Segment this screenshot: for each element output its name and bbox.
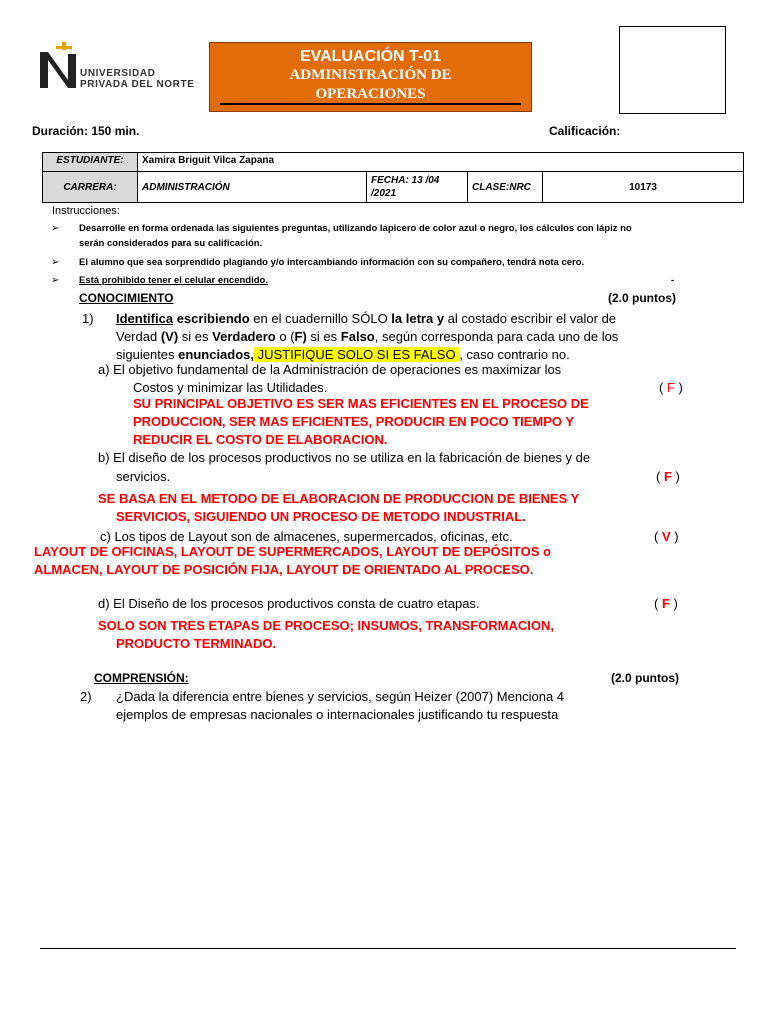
item-a-mark-value: F — [666, 380, 675, 395]
duration-label: Duración: 150 min. — [32, 124, 140, 138]
university-logo — [38, 40, 198, 92]
q1-text-9: , caso contrario no. — [459, 347, 570, 362]
section-knowledge-points: (2.0 puntos) — [608, 291, 676, 305]
instruction-item-1 — [51, 221, 749, 251]
table-row — [43, 172, 744, 203]
mark-close: ) — [678, 380, 683, 395]
q1-word-verdadero: Verdadero — [212, 329, 276, 344]
mark-open: ( — [654, 529, 659, 544]
item-c-mark — [654, 528, 679, 546]
item-c-answer-line-1: LAYOUT DE OFICINAS, LAYOUT DE SUPERMERCADOS, LAYOUT DE DEPÓSITOS o — [34, 544, 551, 559]
q1-word-falso: Falso — [340, 329, 375, 344]
student-name: Xamira Briguit Vilca Zapana — [138, 153, 744, 172]
item-d-mark-value: F — [661, 596, 670, 611]
student-info-table — [42, 152, 744, 203]
item-b-answer-line-1: SE BASA EN EL METODO DE ELABORACION DE PRODUCCION DE BIENES Y — [98, 491, 580, 506]
table-row — [43, 153, 744, 172]
q1-word-f: F) — [294, 329, 307, 344]
q1-word-enunciados: enunciados, — [178, 347, 255, 362]
q1-text-2: al costado escribir el valor de — [444, 311, 617, 326]
date-line-2: /2021 — [371, 188, 397, 199]
item-c-mark-value: V — [661, 529, 671, 544]
career-label: CARRERA: — [43, 172, 138, 203]
grade-label: Calificación: — [549, 124, 621, 138]
instruction-3-text: Está prohibido tener el celular encendido. — [79, 275, 268, 286]
career-value: ADMINISTRACIÓN — [138, 172, 367, 203]
q1-text-8: siguientes — [116, 347, 179, 362]
instruction-item-3 — [51, 273, 679, 288]
mark-open: ( — [654, 596, 659, 611]
date-line-1: FECHA: 13 /04 — [371, 175, 440, 186]
section-comprehension-title: COMPRENSIÓN: — [94, 671, 189, 685]
class-label: CLASE:NRC — [468, 172, 543, 203]
item-a-line-2: Costos y minimizar las Utilidades. — [133, 380, 328, 395]
exam-subtitle-1: ADMINISTRACIÓN DE — [289, 67, 452, 83]
q1-word-letra: la letra y — [391, 311, 445, 326]
mark-close: ) — [674, 529, 679, 544]
item-d-answer — [98, 617, 554, 653]
item-a-answer-line-1: SU PRINCIPAL OBJETIVO ES SER MAS EFICIENTES EN EL PROCESO DE — [133, 396, 589, 411]
item-d-mark — [654, 595, 678, 613]
question-2-line-2: ejemplos de empresas nacionales o internacionales justificando tu respuesta — [116, 707, 559, 722]
class-value: 10173 — [543, 172, 744, 203]
arrow-bullet-icon: ➢ — [51, 275, 60, 286]
question-2-line-1: ¿Dada la diferencia entre bienes y servicios, según Heizer (2007) Menciona 4 — [116, 689, 565, 704]
q1-text-6: si es — [306, 329, 341, 344]
question-2-text — [116, 688, 564, 724]
item-c-answer-line-2: ALMACEN, LAYOUT DE POSICIÓN FIJA, LAYOUT DE ORIENTADO AL PROCESO. — [34, 562, 534, 577]
question-2-number: 2) — [80, 689, 92, 704]
q1-word-v: (V) — [160, 329, 179, 344]
section-knowledge-title: CONOCIMIENTO — [79, 291, 174, 305]
instruction-1-line-2: serán considerados para su calificación. — [79, 238, 263, 249]
q1-text-7: , según corresponda para cada uno de los — [374, 329, 619, 344]
grade-box — [619, 26, 726, 114]
exam-header — [209, 42, 532, 112]
instruction-1-line-1: Desarrolle en forma ordenada las siguientes preguntas, utilizando lapicero de color azul o negro, los cálculos con lápiz no — [79, 223, 632, 234]
student-label: ESTUDIANTE: — [43, 153, 138, 172]
item-d-answer-line-2: PRODUCTO TERMINADO. — [116, 636, 277, 651]
date-cell — [367, 172, 468, 203]
mark-close: ) — [675, 469, 680, 484]
mark-open: ( — [659, 380, 664, 395]
mark-open: ( — [656, 469, 661, 484]
q1-text-3: Verdad — [116, 329, 161, 344]
q1-word-escribiendo: escribiendo — [173, 311, 250, 326]
mark-close: ) — [673, 596, 678, 611]
item-b-line-2: servicios. — [116, 469, 171, 484]
header-underline — [220, 103, 521, 105]
item-a-mark — [659, 379, 683, 397]
section-comprehension-points: (2.0 puntos) — [611, 671, 679, 685]
q1-highlight-justifique: JUSTIFIQUE SOLO SI ES FALSO — [254, 347, 460, 362]
instruction-3-end: - — [671, 275, 675, 286]
logo-line-2: PRIVADA DEL NORTE — [80, 79, 195, 90]
q1-word-identifica: Identifica — [116, 311, 174, 326]
item-b-mark-value: F — [663, 469, 672, 484]
item-a-answer-line-2: PRODUCCION, SER MAS EFICIENTES, PRODUCIR EN POCO TIEMPO Y — [133, 414, 575, 429]
item-b-answer-line-2: SERVICIOS, SIGUIENDO UN PROCESO DE METODO INDUSTRIAL. — [116, 509, 526, 524]
item-c-line-1: c) Los tipos de Layout son de almacenes, supermercados, oficinas, etc. — [100, 529, 513, 544]
item-d-answer-line-1: SOLO SON TRES ETAPAS DE PROCESO; INSUMOS, TRANSFORMACION, — [98, 618, 554, 633]
instructions-title: Instrucciones: — [52, 205, 120, 217]
q1-text-1: en el cuadernillo SÓLO — [249, 311, 392, 326]
item-b-line-1: b) El diseño de los procesos productivos no se utiliza en la fabricación de bienes y de — [98, 450, 591, 465]
q1-text-5: o ( — [275, 329, 295, 344]
exam-subtitle-2: OPERACIONES — [315, 86, 426, 102]
item-c-answer — [34, 543, 551, 579]
arrow-bullet-icon: ➢ — [51, 257, 60, 268]
logo-line-1: UNIVERSIDAD — [80, 68, 156, 79]
item-a-answer-line-3: REDUCIR EL COSTO DE ELABORACION. — [133, 432, 388, 447]
question-1-text — [116, 310, 696, 364]
item-b-mark — [656, 468, 680, 486]
upn-logo-icon — [38, 40, 78, 90]
item-a-line-1: a) El objetivo fundamental de la Administración de operaciones es maximizar los — [98, 362, 562, 377]
question-1-number: 1) — [82, 311, 94, 326]
item-b-answer — [98, 490, 579, 526]
footer-divider — [40, 948, 736, 949]
item-a-answer — [133, 395, 589, 449]
instruction-item-2 — [51, 255, 749, 270]
q1-text-4: si es — [178, 329, 213, 344]
instruction-2-text: El alumno que sea sorprendido plagiando y/o intercambiando información con su compañero, tendrá nota cero. — [79, 257, 585, 268]
arrow-bullet-icon: ➢ — [51, 223, 60, 234]
exam-title: EVALUACIÓN T-01 — [299, 48, 442, 65]
item-d-line-1: d) El Diseño de los procesos productivos consta de cuatro etapas. — [98, 596, 480, 611]
logo-text — [80, 68, 194, 90]
